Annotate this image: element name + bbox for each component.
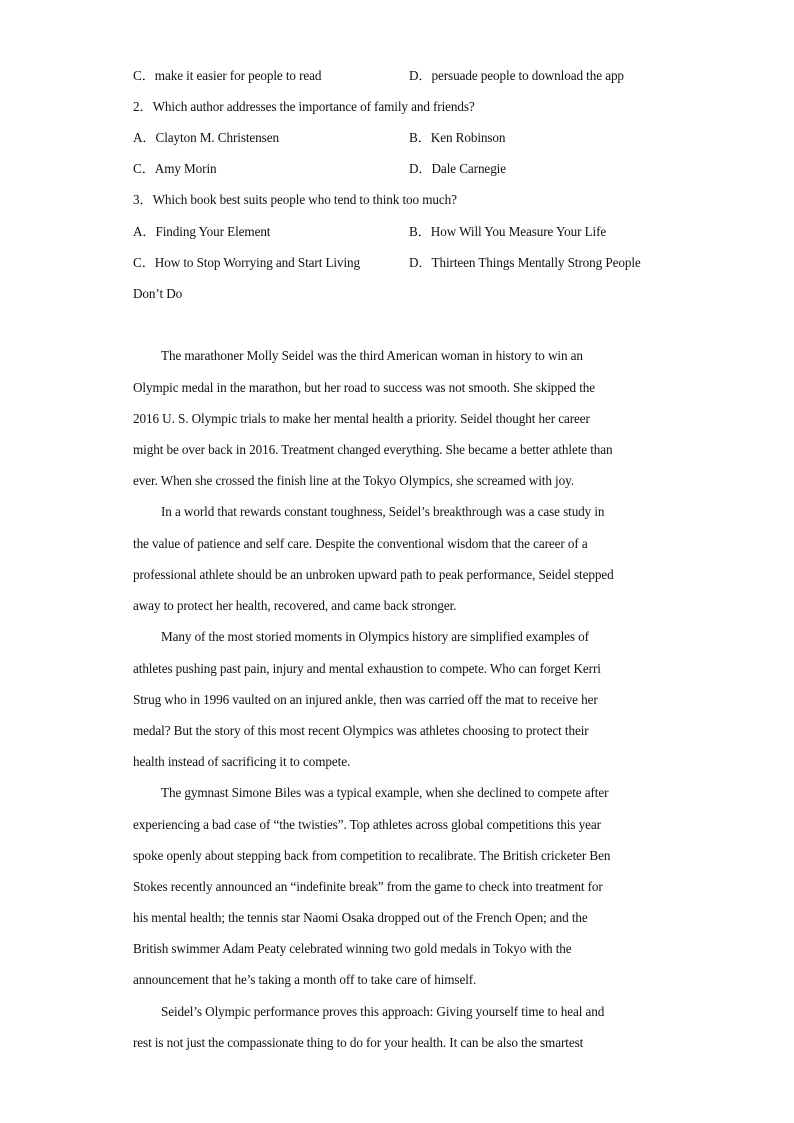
q1-option-d: D．persuade people to download the app <box>409 68 624 83</box>
passage-line: the value of patience and self care. Despite the conventional wisdom that the career of a <box>133 536 588 551</box>
passage-line: Stokes recently announced an “indefinite break” from the game to check into treatment for <box>133 879 603 894</box>
passage-line: might be over back in 2016. Treatment changed everything. She became a better athlete than <box>133 442 613 457</box>
passage-line: announcement that he’s taking a month off to take care of himself. <box>133 972 477 987</box>
passage-line: his mental health; the tennis star Naomi Osaka dropped out of the French Open; and the <box>133 910 588 925</box>
passage-line: spoke openly about stepping back from competition to recalibrate. The British cricketer Ben <box>133 848 611 863</box>
q2-stem: 2．Which author addresses the importance of family and friends? <box>133 99 475 114</box>
q3-stem: 3．Which book best suits people who tend to think too much? <box>133 192 457 207</box>
q2-option-a: A．Clayton M. Christensen <box>133 130 279 145</box>
passage-line: health instead of sacrificing it to compete. <box>133 754 351 769</box>
passage-line: Olympic medal in the marathon, but her road to success was not smooth. She skipped the <box>133 380 596 395</box>
passage-line: medal? But the story of this most recent Olympics was athletes choosing to protect their <box>133 723 589 738</box>
q3-option-b: B．How Will You Measure Your Life <box>409 224 607 239</box>
passage-line: away to protect her health, recovered, and came back stronger. <box>133 598 457 613</box>
passage-line: ever. When she crossed the finish line at the Tokyo Olympics, she screamed with joy. <box>133 473 574 488</box>
q3-option-d: D．Thirteen Things Mentally Strong People <box>409 255 641 270</box>
passage-line: The marathoner Molly Seidel was the third American woman in history to win an <box>161 348 583 363</box>
passage-line: experiencing a bad case of “the twisties”. Top athletes across global competitions this year <box>133 817 601 832</box>
passage-line: The gymnast Simone Biles was a typical example, when she declined to compete after <box>161 785 609 800</box>
passage-line: Seidel’s Olympic performance proves this approach: Giving yourself time to heal and <box>161 1004 605 1019</box>
q1-option-c: C．make it easier for people to read <box>133 68 322 83</box>
passage-line: 2016 U. S. Olympic trials to make her mental health a priority. Seidel thought her career <box>133 411 590 426</box>
q3-option-c: C．How to Stop Worrying and Start Living <box>133 255 361 270</box>
q2-option-d: D．Dale Carnegie <box>409 161 507 176</box>
passage-line: British swimmer Adam Peaty celebrated winning two gold medals in Tokyo with the <box>133 941 572 956</box>
q2-option-b: B．Ken Robinson <box>409 130 506 145</box>
q2-option-c: C．Amy Morin <box>133 161 217 176</box>
passage-line: rest is not just the compassionate thing to do for your health. It can be also the smartest <box>133 1035 584 1050</box>
passage-line: professional athlete should be an unbroken upward path to peak performance, Seidel stepped <box>133 567 614 582</box>
q3-option-d-continued: Don’t Do <box>133 286 183 301</box>
passage-line: athletes pushing past pain, injury and mental exhaustion to compete. Who can forget Kerri <box>133 661 601 676</box>
passage-line: In a world that rewards constant toughness, Seidel’s breakthrough was a case study in <box>161 504 605 519</box>
q3-option-a: A．Finding Your Element <box>133 224 271 239</box>
passage-line: Many of the most storied moments in Olympics history are simplified examples of <box>161 629 589 644</box>
passage-line: Strug who in 1996 vaulted on an injured ankle, then was carried off the mat to receive her <box>133 692 598 707</box>
